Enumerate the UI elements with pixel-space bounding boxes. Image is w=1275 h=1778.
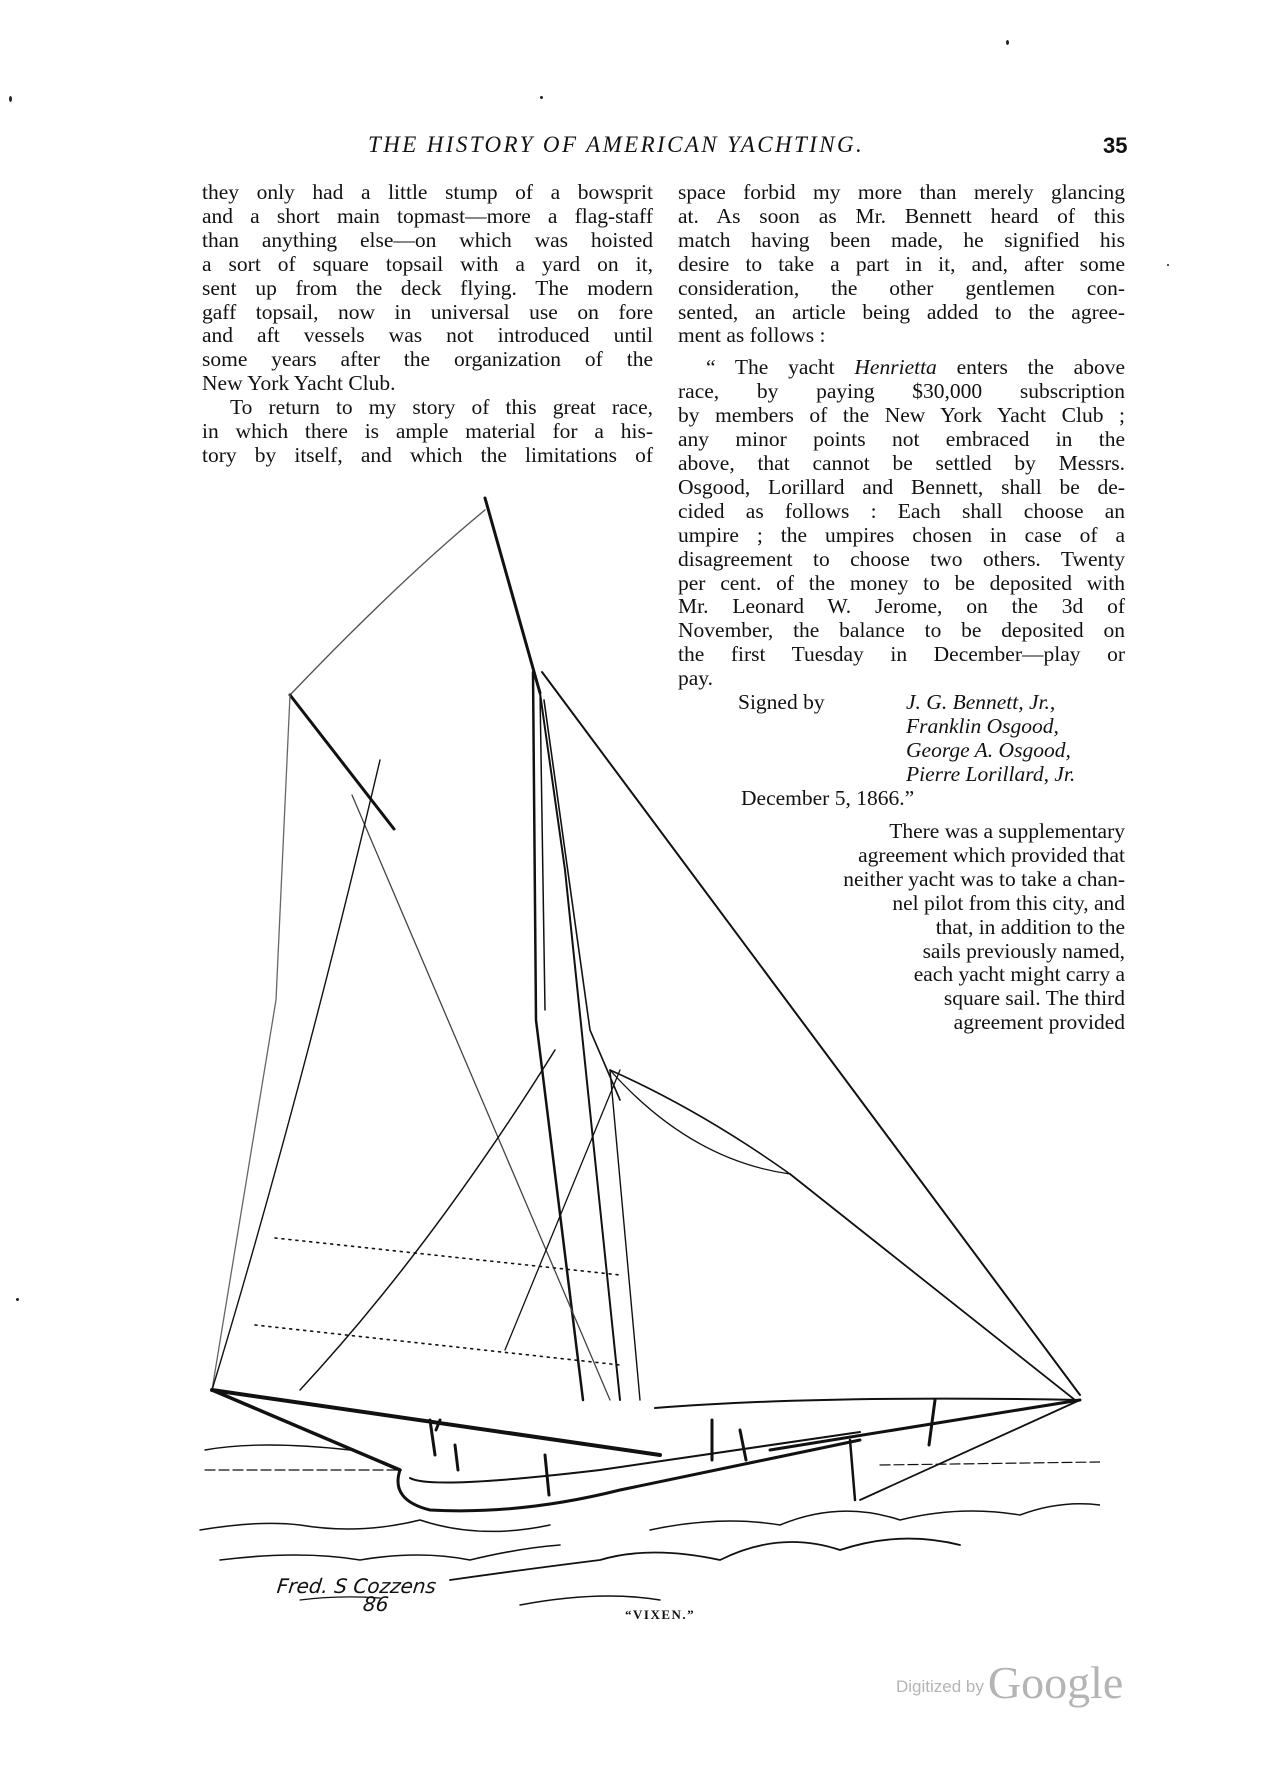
running-title: THE HISTORY OF AMERICAN YACHTING.: [368, 132, 865, 157]
text-line: than anything else—on which was hoisted: [202, 227, 653, 252]
scan-speck: [9, 96, 12, 102]
scan-speck: [1167, 264, 1169, 266]
text-line: in which there is ample material for a his-: [202, 419, 653, 444]
text-line: Mr. Leonard W. Jerome, on the 3d of: [678, 594, 1125, 619]
text-line: the first Tuesday in December—play or: [678, 642, 1125, 667]
text-line: agreement which provided that: [858, 842, 1125, 867]
watermark-prefix: Digitized by: [896, 1677, 984, 1696]
text-line: November, the balance to be deposited on: [678, 618, 1125, 643]
signer: Pierre Lorillard, Jr.: [906, 762, 1076, 786]
text-line: gaff topsail, now in universal use on fore: [202, 299, 653, 324]
text-line: tory by itself, and which the limitations of: [202, 442, 653, 467]
text-line: match having been made, he signified his: [678, 227, 1125, 252]
text-line: square sail. The third: [943, 986, 1125, 1011]
page-number: 35: [1103, 133, 1128, 158]
text-line: neither yacht was to take a chan-: [843, 866, 1125, 891]
text-line: consideration, the other gentlemen con-: [678, 275, 1125, 300]
text-line: above, that cannot be settled by Messrs.: [678, 450, 1125, 475]
right-column: [678, 181, 1125, 691]
text-line: cided as follows : Each shall choose an: [678, 498, 1125, 523]
agreement-date: December 5, 1866.”: [741, 786, 915, 810]
text-line: race, by paying $30,000 subscription: [678, 379, 1125, 404]
text-line: To return to my story of this great race,: [230, 395, 653, 420]
signer: J. G. Bennett, Jr.,: [906, 690, 1056, 714]
text-line: disagreement to choose two others. Twenty: [678, 546, 1125, 571]
text-line: space forbid my more than merely glancing: [678, 180, 1125, 204]
text-line: New York Yacht Club.: [202, 371, 396, 396]
google-logo: Google: [987, 1657, 1124, 1708]
text-line: Osgood, Lorillard and Bennett, shall be de-: [678, 474, 1125, 499]
text-line: ment as follows :: [678, 323, 826, 348]
text-line: that, in addition to the: [935, 914, 1125, 939]
text-line: and a short main topmast—more a flag-staff: [202, 203, 653, 228]
text-line: any minor points not embraced in the: [678, 427, 1125, 452]
signed-by-label: Signed by: [738, 690, 825, 714]
scan-speck: [1006, 40, 1009, 45]
text-line: desire to take a part in it, and, after some: [678, 251, 1125, 276]
text-line: umpire ; the umpires chosen in case of a: [678, 522, 1125, 547]
illustration-caption: “VIXEN.”: [625, 1607, 696, 1622]
signer: George A. Osgood,: [906, 738, 1071, 762]
text-line: and aft vessels was not introduced until: [202, 323, 653, 348]
text-line: at. As soon as Mr. Bennett heard of this: [678, 203, 1125, 228]
quote-rest: enters the above: [936, 355, 1126, 380]
artist-name: Fred. S Cozzens: [275, 1574, 438, 1598]
scan-speck: [16, 1298, 19, 1301]
scan-speck: [540, 96, 543, 99]
artist-year: 86: [361, 1592, 390, 1616]
text-line: some years after the organization of the: [202, 347, 653, 372]
yacht-name: Henrietta: [854, 355, 937, 380]
signer: Franklin Osgood,: [906, 714, 1059, 738]
artist-signature: [275, 1574, 438, 1616]
digitized-watermark: [896, 1656, 1123, 1709]
text-line: sented, an article being added to the agree-: [678, 299, 1125, 324]
wrapped-paragraph: [755, 820, 1125, 1035]
text-line: by members of the New York Yacht Club ;: [678, 403, 1125, 428]
text-line: There was a supplementary: [889, 819, 1125, 843]
text-line: sent up from the deck flying. The modern: [202, 275, 653, 300]
text-line: agreement provided: [953, 1010, 1125, 1035]
text-line: a sort of square topsail with a yard on it,: [202, 251, 653, 276]
quote-open: “ The yacht: [706, 355, 855, 380]
text-line: sails previously named,: [922, 938, 1125, 963]
text-line: nel pilot from this city, and: [892, 890, 1125, 915]
text-line: pay.: [678, 666, 714, 691]
text-line: each yacht might carry a: [913, 962, 1125, 987]
left-column: [202, 181, 653, 468]
signers-list: [906, 690, 1075, 786]
quote-first-line: [678, 356, 1125, 380]
text-line: per cent. of the money to be deposited with: [678, 570, 1125, 595]
text-line: they only had a little stump of a bowsprit: [202, 180, 653, 204]
